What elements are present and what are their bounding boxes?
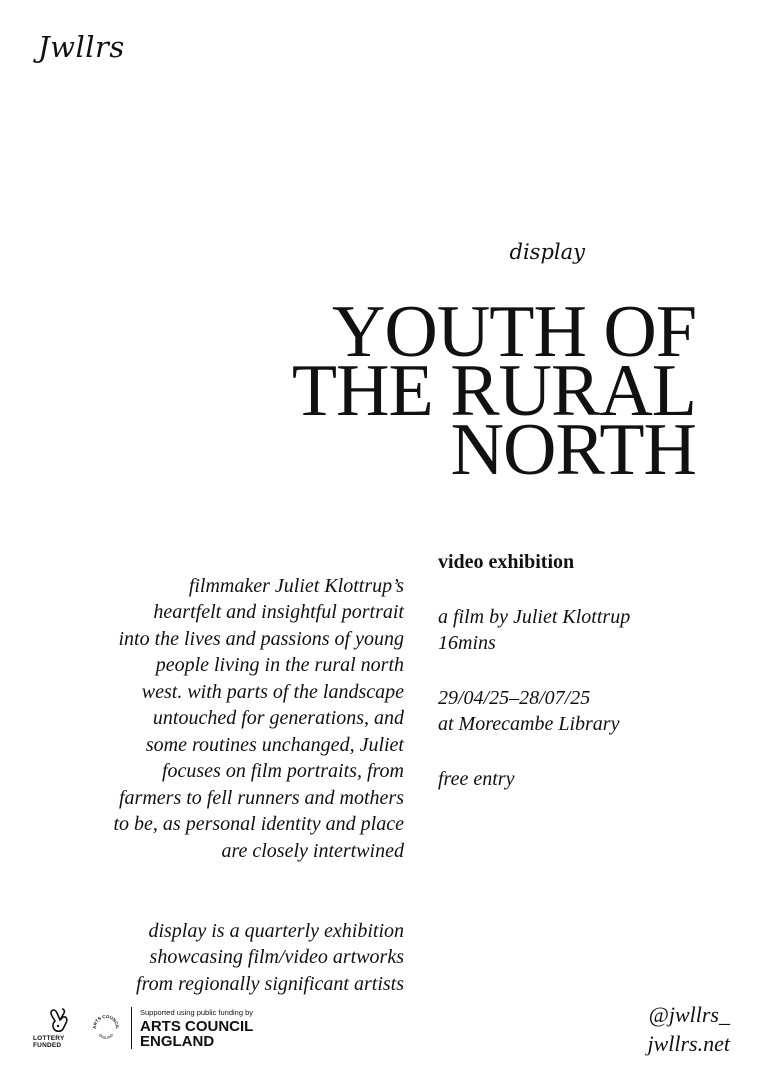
arts-council-country: ENGLAND	[140, 1032, 215, 1050]
arts-council-name: ARTS COUNCIL	[140, 1017, 254, 1035]
title-line: YOUTH OF	[331, 291, 696, 373]
crossed-fingers-icon	[45, 1007, 73, 1033]
emblem-arc-text: ARTS COUNCIL	[91, 1013, 121, 1030]
lottery-funded-text: LOTTERY FUNDED	[33, 1035, 65, 1049]
supported-by-text: Supported using public funding by	[140, 1007, 253, 1017]
svg-text:ARTS COUNCIL	[92, 1014, 120, 1030]
lottery-logo	[33, 1007, 85, 1049]
description-paragraph: filmmaker Juliet Klottrup’s heartfelt and insightful portrait into the lives and passions of young people living in the rural north west. with parts of the landscape untouched for generations, and some routines unchanged, Juliet focuses on film portraits, from farmers to fell runners and mothers to be, as personal identity and place are closely intertwined	[113, 574, 404, 862]
title-line: THE RURAL	[291, 350, 696, 432]
arts-council-emblem-icon	[91, 1013, 121, 1043]
entry-info: free entry	[438, 767, 515, 790]
arts-council-logo	[140, 1008, 253, 1049]
description-paragraph: display is a quarterly exhibition showcasing film/video artworks from regionally significant artists	[136, 919, 404, 995]
website-url: jwllrs.net	[647, 1031, 730, 1056]
brand-wordmark: Jwllrs	[38, 30, 125, 64]
series-label: display	[509, 240, 585, 264]
funding-logos	[33, 1004, 253, 1052]
exhibition-dates: 29/04/25–28/07/25 at Morecambe Library	[438, 686, 620, 735]
contact-info	[647, 1000, 730, 1058]
details-heading: video exhibition	[438, 551, 575, 573]
social-handle: @jwllrs_	[648, 1002, 730, 1027]
emblem-arc-bottom-text: ENGLAND	[97, 1033, 115, 1041]
svg-text:ENGLAND	[98, 1033, 115, 1040]
exhibition-details	[438, 549, 748, 820]
page-title	[291, 291, 696, 491]
logo-divider	[131, 1007, 132, 1049]
description	[24, 546, 404, 1024]
film-credit: a film by Juliet Klottrup 16mins	[438, 605, 631, 654]
title-line: NORTH	[450, 409, 696, 491]
